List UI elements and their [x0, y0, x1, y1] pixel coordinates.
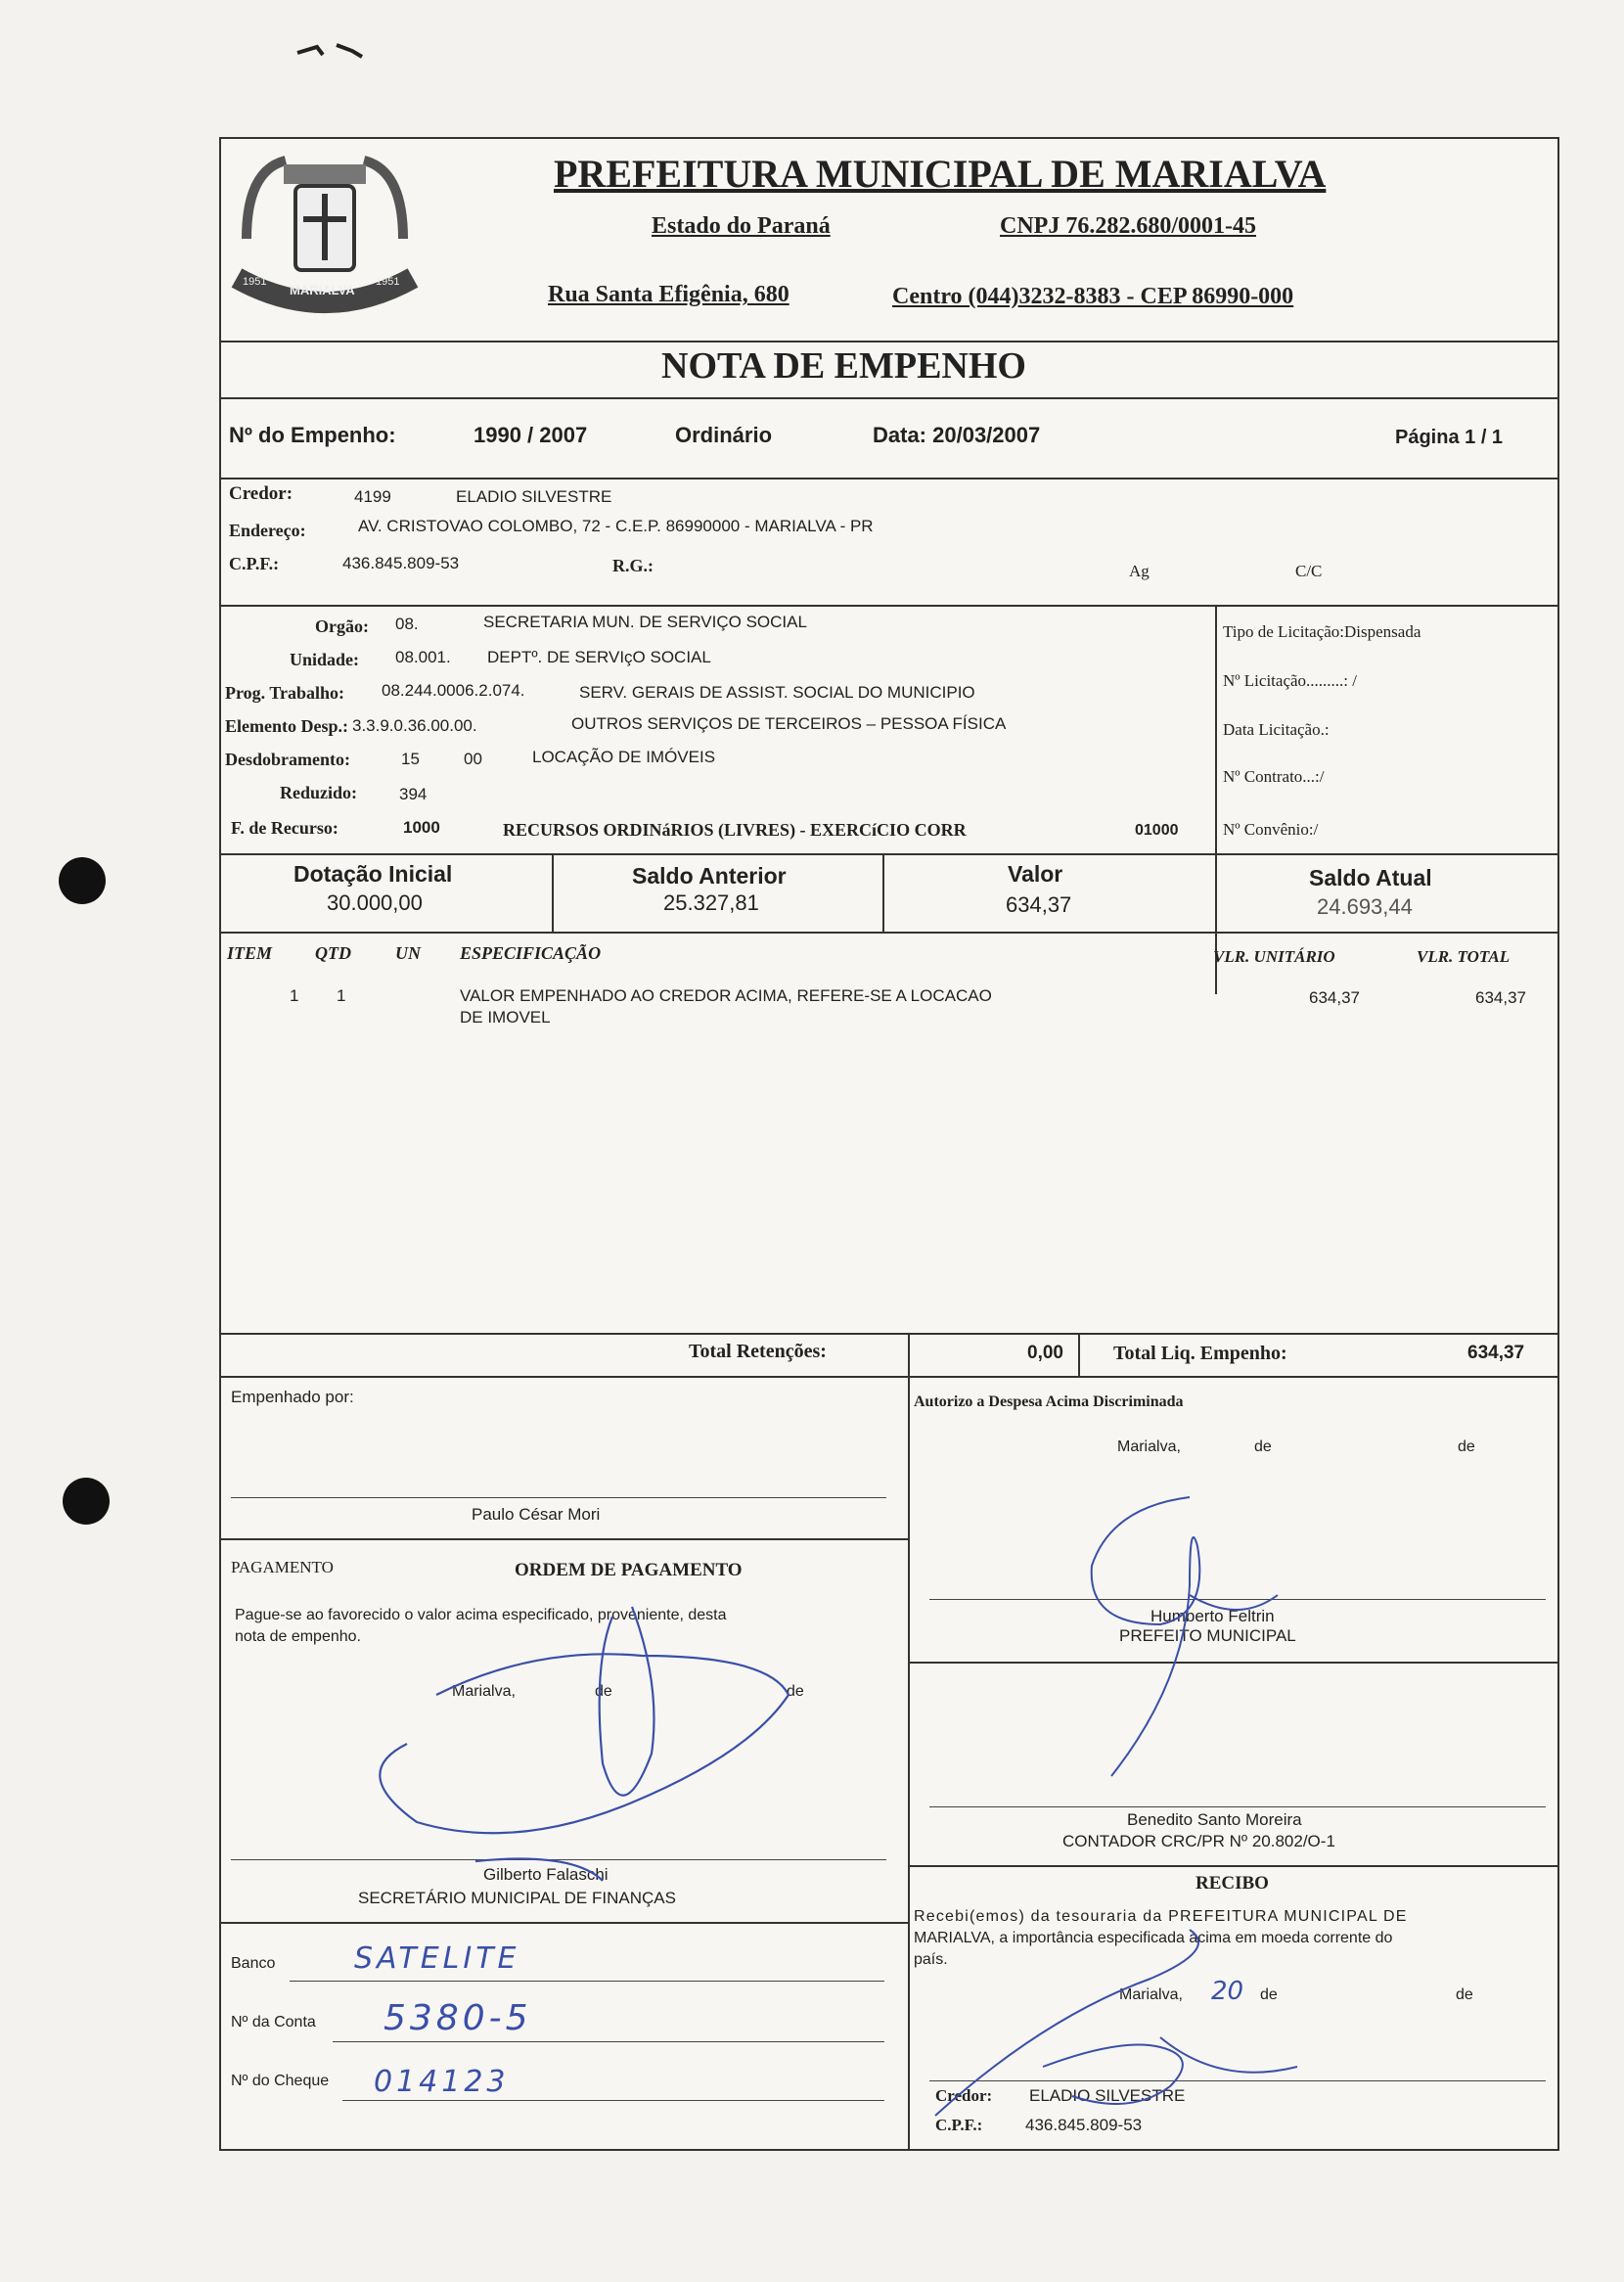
empenho-type: Ordinário — [675, 423, 773, 447]
signature-secretario — [338, 1529, 847, 1900]
empenho-date: Data: 20/03/2007 — [873, 423, 1041, 447]
staple-mark — [293, 39, 382, 59]
contador-nome: Benedito Santo Moreira — [1127, 1810, 1302, 1829]
state-name: Estado do Paraná — [652, 213, 831, 239]
recibo-line1: Recebi(emos) da tesouraria da PREFEITURA MUNICIPAL DE — [914, 1908, 1408, 1925]
signature-prefeito — [1082, 1487, 1317, 1781]
ordem-pagamento: ORDEM DE PAGAMENTO — [515, 1560, 743, 1580]
dotacao-value: 30.000,00 — [327, 890, 423, 915]
pague-line2: nota de empenho. — [235, 1628, 361, 1645]
empenho-label: Nº do Empenho: — [229, 423, 396, 447]
col-item: ITEM — [227, 943, 273, 963]
nota-de-empenho-form — [219, 137, 1559, 2151]
col-un: UN — [395, 943, 421, 963]
prog-code: 08.244.0006.2.074. — [382, 681, 525, 700]
recibo-line2: MARIALVA, a importância especificada acima em moeda corrente do — [914, 1930, 1393, 1946]
liquido-value: 634,37 — [1467, 1343, 1525, 1363]
municipality-title: PREFEITURA MUNICIPAL DE MARIALVA — [554, 152, 1327, 196]
autorizo-marialva: Marialva, — [1117, 1438, 1181, 1455]
row-spec-line2: DE IMOVEL — [460, 1008, 551, 1027]
valor-label: Valor — [1008, 861, 1063, 887]
pague-line1: Pague-se ao favorecido o valor acima especificado, proveniente, desta — [235, 1607, 727, 1623]
credor-code: 4199 — [354, 487, 391, 506]
secretario-nome: Gilberto Falaschi — [483, 1865, 609, 1884]
prefeito-cargo: PREFEITO MUNICIPAL — [1119, 1626, 1296, 1645]
recibo-cpf-label: C.P.F.: — [935, 2116, 983, 2134]
autorizo-de2: de — [1458, 1438, 1475, 1455]
col-especificacao: ESPECIFICAÇÃO — [460, 943, 602, 963]
numero-licitacao: Nº Licitação.........: / — [1223, 671, 1357, 690]
recibo-cpf: 436.845.809-53 — [1025, 2116, 1143, 2134]
pagamento-de2: de — [787, 1683, 804, 1700]
unidade-code: 08.001. — [395, 648, 451, 666]
orgao-name: SECRETARIA MUN. DE SERVIÇO SOCIAL — [483, 613, 807, 631]
prog-label: Prog. Trabalho: — [225, 683, 345, 703]
recibo-credor-label: Credor: — [935, 2086, 993, 2105]
banco-label: Banco — [231, 1955, 276, 1972]
data-licitacao: Data Licitação.: — [1223, 720, 1330, 739]
page-number: Página 1 / 1 — [1395, 427, 1504, 448]
unidade-label: Unidade: — [290, 650, 360, 669]
liquido-label: Total Liq. Empenho: — [1113, 1343, 1287, 1364]
street-address: Rua Santa Efigênia, 680 — [548, 282, 789, 307]
recibo-de2: de — [1456, 1986, 1473, 2003]
recibo-marialva: Marialva, — [1119, 1986, 1183, 2003]
recurso-name: RECURSOS ORDINáRIOS (LIVRES) - EXERCíCIO CORR — [503, 820, 967, 840]
contador-cargo: CONTADOR CRC/PR Nº 20.802/O-1 — [1062, 1832, 1335, 1850]
col-vlr-total: VLR. TOTAL — [1417, 947, 1511, 966]
orgao-code: 08. — [395, 615, 419, 633]
endereco-label: Endereço: — [229, 521, 306, 540]
desdobramento-a: 15 — [401, 750, 420, 768]
recibo-title: RECIBO — [1195, 1873, 1269, 1894]
saldo-atual-label: Saldo Atual — [1309, 865, 1432, 890]
row-qtd: 1 — [337, 986, 346, 1005]
pagamento-label: PAGAMENTO — [231, 1558, 334, 1576]
credor-name: ELADIO SILVESTRE — [456, 487, 612, 506]
recibo-credor-nome: ELADIO SILVESTRE — [1029, 2086, 1186, 2105]
cc-label: C/C — [1295, 562, 1323, 580]
recibo-de1: de — [1260, 1986, 1278, 2003]
reduzido-value: 394 — [399, 785, 428, 803]
row-unit-value: 634,37 — [1309, 988, 1360, 1007]
seal-year-left: 1951 — [243, 276, 267, 288]
recibo-day: 20 — [1211, 1977, 1244, 2006]
center-phone-cep: Centro (044)3232-8383 - CEP 86990-000 — [892, 284, 1294, 309]
endereco-value: AV. CRISTOVAO COLOMBO, 72 - C.E.P. 86990000 - MARIALVA - PR — [358, 517, 874, 535]
cpf-value: 436.845.809-53 — [342, 554, 460, 572]
cpf-label: C.P.F.: — [229, 554, 280, 573]
banco-value: SATELITE — [354, 1941, 520, 1976]
pagamento-de1: de — [595, 1683, 612, 1700]
empenho-number: 1990 / 2007 — [474, 423, 588, 447]
conta-label: Nº da Conta — [231, 2014, 316, 2031]
cheque-label: Nº do Cheque — [231, 2073, 330, 2089]
ag-label: Ag — [1129, 562, 1150, 580]
unidade-name: DEPTº. DE SERVIçO SOCIAL — [487, 648, 711, 666]
saldo-anterior-value: 25.327,81 — [663, 890, 759, 915]
cheque-value: 014123 — [374, 2065, 510, 2099]
numero-contrato: Nº Contrato...:/ — [1223, 767, 1325, 786]
prefeito-nome: Humberto Feltrin — [1150, 1607, 1275, 1625]
document-title: NOTA DE EMPENHO — [661, 345, 1026, 387]
empenhado-por-label: Empenhado por: — [231, 1388, 354, 1406]
punch-hole-top — [59, 857, 106, 904]
row-spec-line1: VALOR EMPENHADO AO CREDOR ACIMA, REFERE-SE A LOCACAO — [460, 986, 992, 1005]
empenhado-nome: Paulo César Mori — [472, 1505, 601, 1524]
recurso-suffix: 01000 — [1135, 822, 1179, 839]
elemento-label: Elemento Desp.: — [225, 716, 348, 736]
retencoes-value: 0,00 — [1027, 1343, 1063, 1363]
valor-value: 634,37 — [1006, 892, 1072, 917]
autorizo-label: Autorizo a Despesa Acima Discriminada — [914, 1393, 1184, 1410]
desdobramento-b: 00 — [464, 750, 482, 768]
elemento-code: 3.3.9.0.36.00.00. — [352, 716, 477, 735]
signature-credor — [925, 1920, 1395, 2135]
dotacao-label: Dotação Inicial — [293, 861, 453, 887]
prog-name: SERV. GERAIS DE ASSIST. SOCIAL DO MUNICIPIO — [579, 683, 975, 702]
recurso-label: F. de Recurso: — [231, 818, 338, 838]
credor-label: Credor: — [229, 483, 293, 504]
seal-year-right: 1951 — [376, 276, 400, 288]
rg-label: R.G.: — [612, 556, 654, 575]
recibo-line3: país. — [914, 1951, 948, 1968]
recurso-code: 1000 — [403, 818, 440, 837]
elemento-name: OUTROS SERVIÇOS DE TERCEIROS – PESSOA FÍSICA — [571, 714, 1007, 733]
pagamento-marialva: Marialva, — [452, 1683, 516, 1700]
col-vlr-unitario: VLR. UNITÁRIO — [1213, 947, 1335, 966]
municipal-seal — [227, 141, 423, 317]
secretario-cargo: SECRETÁRIO MUNICIPAL DE FINANÇAS — [358, 1889, 676, 1907]
desdobramento-name: LOCAÇÃO DE IMÓVEIS — [532, 748, 716, 766]
saldo-anterior-label: Saldo Anterior — [632, 863, 787, 889]
retencoes-label: Total Retenções: — [689, 1341, 827, 1362]
numero-convenio: Nº Convênio:/ — [1223, 820, 1319, 839]
punch-hole-bottom — [63, 1478, 110, 1525]
conta-value: 5380-5 — [383, 1998, 532, 2038]
reduzido-label: Reduzido: — [280, 783, 358, 802]
orgao-label: Orgão: — [315, 616, 369, 636]
cnpj: CNPJ 76.282.680/0001-45 — [1000, 213, 1256, 239]
col-qtd: QTD — [315, 943, 351, 963]
autorizo-de1: de — [1254, 1438, 1272, 1455]
row-item: 1 — [290, 986, 299, 1005]
saldo-atual-value: 24.693,44 — [1317, 894, 1413, 919]
row-total-value: 634,37 — [1475, 988, 1526, 1007]
seal-text: MARIALVA — [290, 283, 355, 297]
tipo-licitacao: Tipo de Licitação:Dispensada — [1223, 622, 1421, 641]
desdobramento-label: Desdobramento: — [225, 750, 350, 769]
